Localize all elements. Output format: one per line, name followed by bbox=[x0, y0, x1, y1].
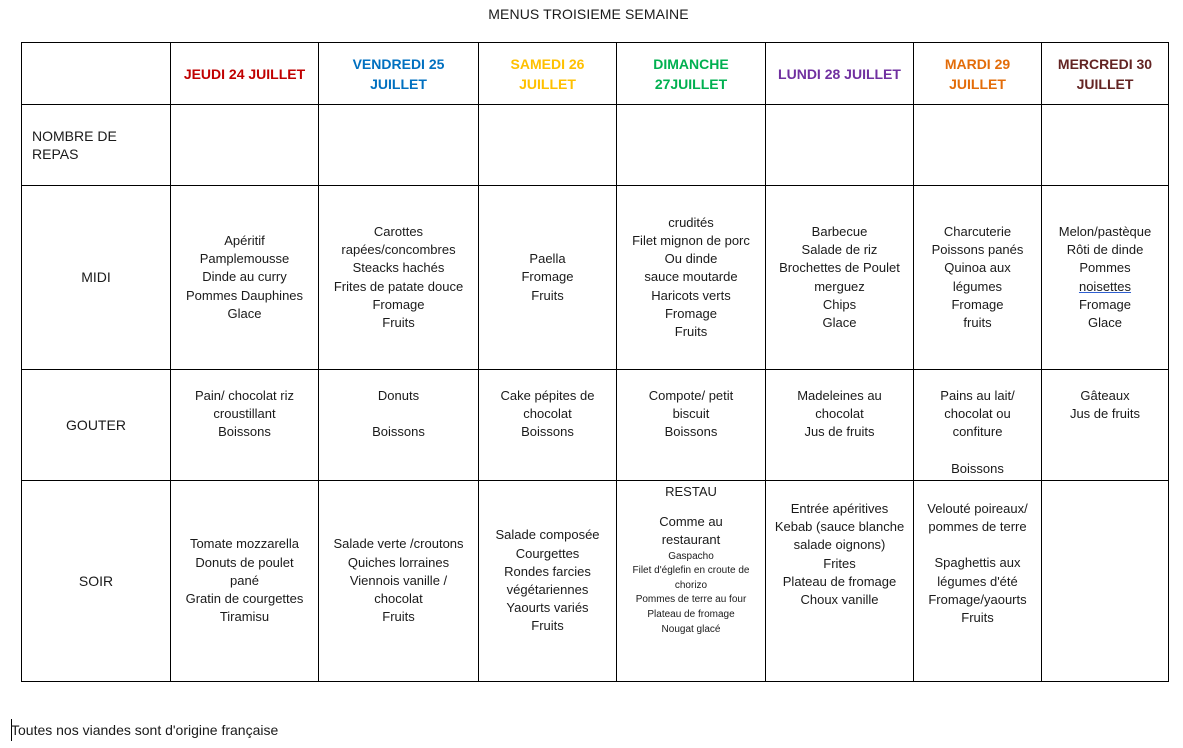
gouter-cell-jeudi bbox=[171, 370, 319, 481]
row-label-midi: MIDI bbox=[22, 186, 171, 370]
menu-line-small: Gaspacho bbox=[668, 550, 714, 562]
day-label: LUNDI 28 JUILLET bbox=[778, 65, 901, 82]
repas-cell[interactable] bbox=[479, 105, 617, 186]
day-header-dimanche bbox=[617, 43, 766, 105]
menu-line: pané bbox=[230, 572, 259, 588]
menu-line: Tiramisu bbox=[219, 609, 270, 625]
menu-line: Donuts de poulet bbox=[195, 554, 294, 570]
menu-line: Apéritif bbox=[224, 232, 265, 248]
day-header-lundi bbox=[766, 43, 914, 105]
menu-line: biscuit bbox=[672, 406, 710, 422]
menu-line: RESTAU bbox=[665, 484, 717, 499]
menu-line: Paella bbox=[529, 251, 566, 267]
soir-cell-mercredi bbox=[1042, 481, 1169, 682]
menu-line: Frites de patate douce bbox=[333, 278, 464, 294]
midi-cell-mardi bbox=[914, 186, 1042, 370]
repas-cell[interactable] bbox=[319, 105, 479, 186]
menu-line: végétariennes bbox=[506, 582, 589, 597]
menu-line: Melon/pastèque bbox=[1058, 223, 1152, 239]
gouter-cell-vendredi bbox=[319, 370, 479, 481]
menu-line: Pains au lait/ bbox=[940, 388, 1015, 403]
repas-cell[interactable] bbox=[617, 105, 766, 186]
midi-cell-vendredi bbox=[319, 186, 479, 370]
soir-cell-samedi bbox=[479, 481, 617, 682]
day-header-vendredi bbox=[319, 43, 479, 105]
day-label: JUILLET bbox=[949, 75, 1006, 92]
soir-cell-dimanche bbox=[617, 481, 766, 682]
menu-line: Entrée apéritives bbox=[790, 501, 889, 516]
menu-line: Quiches lorraines bbox=[347, 554, 450, 570]
gouter-cell-mardi bbox=[914, 370, 1042, 481]
menu-line: Pommes bbox=[1079, 260, 1131, 276]
menu-line: Rondes farcies bbox=[504, 563, 591, 579]
menu-line: salade oignons) bbox=[793, 537, 886, 553]
day-label: JUILLET bbox=[519, 75, 576, 92]
menu-line: Kebab (sauce blanche bbox=[774, 519, 905, 535]
gouter-cell-lundi bbox=[766, 370, 914, 481]
day-header-mardi bbox=[914, 43, 1042, 105]
menu-line: légumes d'été bbox=[937, 573, 1018, 589]
menu-line-small: Nougat glacé bbox=[661, 623, 721, 635]
day-header-samedi bbox=[479, 43, 617, 105]
day-label: MERCREDI 30 bbox=[1057, 55, 1153, 72]
menu-line: Poissons panés bbox=[931, 242, 1024, 258]
midi-cell-lundi bbox=[766, 186, 914, 370]
menu-line: Cake pépites de bbox=[500, 388, 595, 403]
row-label-soir: SOIR bbox=[22, 481, 171, 682]
menu-line: Fromage bbox=[1078, 296, 1132, 312]
soir-row bbox=[22, 481, 1169, 682]
menu-line: Brochettes de Poulet bbox=[779, 260, 900, 276]
day-label: JUILLET bbox=[370, 75, 427, 92]
row-label-repas: NOMBRE DE REPAS bbox=[22, 105, 171, 186]
menu-line: Fromage/yaourts bbox=[928, 591, 1027, 607]
menu-line: Steacks hachés bbox=[352, 260, 445, 276]
footer-note: Toutes nos viandes sont d'origine française bbox=[11, 722, 279, 738]
menu-line: Pain/ chocolat riz bbox=[195, 388, 294, 403]
menu-line: Fruits bbox=[382, 609, 415, 625]
menu-line: Fruits bbox=[674, 324, 708, 339]
menu-line: fruits bbox=[963, 314, 992, 330]
gouter-cell-mercredi bbox=[1042, 370, 1169, 481]
menu-line: Haricots verts bbox=[651, 287, 731, 303]
corner-cell bbox=[22, 43, 171, 105]
menu-line: Frites bbox=[823, 555, 856, 571]
menu-line: chocolat ou bbox=[944, 406, 1011, 422]
menu-line: légumes bbox=[952, 278, 1003, 294]
menu-line: Viennois vanille / bbox=[349, 572, 448, 588]
menu-line: Pamplemousse bbox=[199, 251, 290, 267]
header-row bbox=[22, 43, 1169, 105]
row-label-gouter: GOUTER bbox=[22, 370, 171, 481]
day-label: JUILLET bbox=[1076, 75, 1134, 92]
menu-line-small: Pommes de terre au four bbox=[635, 594, 747, 606]
menu-line: chocolat bbox=[374, 591, 423, 607]
menu-line: Dinde au curry bbox=[202, 269, 287, 285]
menu-line: Glace bbox=[227, 305, 262, 321]
day-label: MARDI 29 bbox=[944, 55, 1011, 72]
menu-line: Fruits bbox=[531, 618, 564, 634]
day-label: JEUDI 24 JUILLET bbox=[183, 65, 306, 82]
menu-line: Fromage bbox=[951, 296, 1004, 312]
gouter-cell-samedi bbox=[479, 370, 617, 481]
menu-line: restaurant bbox=[661, 532, 721, 548]
day-label: DIMANCHE bbox=[653, 55, 729, 72]
day-label: 27JUILLET bbox=[654, 75, 728, 92]
menu-line: Jus de fruits bbox=[1069, 406, 1141, 422]
repas-cell[interactable] bbox=[914, 105, 1042, 186]
soir-cell-lundi bbox=[766, 481, 914, 682]
menu-line: Courgettes bbox=[515, 545, 580, 561]
repas-cell[interactable] bbox=[766, 105, 914, 186]
menu-line: Barbecue bbox=[811, 223, 868, 239]
menu-line: sauce moutarde bbox=[644, 269, 738, 285]
menu-line: Boissons bbox=[951, 460, 1004, 476]
gouter-row bbox=[22, 370, 1169, 481]
menu-line-small: chorizo bbox=[674, 579, 708, 591]
menu-line: Choux vanille bbox=[800, 592, 879, 608]
menu-line: Quinoa aux bbox=[944, 260, 1011, 276]
menu-line: Boissons bbox=[521, 424, 574, 440]
menu-line: Gratin de courgettes bbox=[185, 591, 304, 607]
menu-line: rapées/concombres bbox=[341, 242, 456, 258]
menu-line: Filet mignon de porc bbox=[632, 232, 750, 248]
soir-cell-vendredi bbox=[319, 481, 479, 682]
repas-cell[interactable] bbox=[1042, 105, 1169, 186]
menu-line: pommes de terre bbox=[928, 519, 1027, 535]
menu-line: Ou dinde bbox=[664, 251, 718, 267]
menu-line: Salade verte /croutons bbox=[333, 536, 464, 552]
midi-row bbox=[22, 186, 1169, 370]
soir-cell-mardi bbox=[914, 481, 1042, 682]
menu-line: Fromage bbox=[521, 269, 574, 285]
menu-line: Plateau de fromage bbox=[782, 573, 897, 589]
menu-line: chocolat bbox=[523, 406, 572, 422]
menu-line: Carottes bbox=[373, 223, 424, 239]
menu-line: Salade composée bbox=[495, 527, 600, 543]
repas-cell[interactable] bbox=[171, 105, 319, 186]
menu-line: Fruits bbox=[961, 610, 994, 626]
menu-line: Pommes Dauphines bbox=[185, 287, 304, 303]
day-header-jeudi bbox=[171, 43, 319, 105]
menu-line: croustillant bbox=[213, 406, 276, 422]
menu-line: noisettes bbox=[1078, 278, 1132, 294]
menu-line: Boissons bbox=[218, 424, 271, 440]
menu-line: Fruits bbox=[531, 287, 564, 303]
menu-line: Gâteaux bbox=[1080, 388, 1130, 403]
soir-cell-jeudi bbox=[171, 481, 319, 682]
menu-line: Boissons bbox=[664, 424, 718, 440]
menu-line: Comme au bbox=[659, 514, 723, 530]
midi-cell-jeudi bbox=[171, 186, 319, 370]
menu-line: Velouté poireaux/ bbox=[927, 501, 1028, 516]
menu-line: Glace bbox=[1088, 314, 1122, 330]
repas-row bbox=[22, 105, 1169, 186]
menu-line: Spaghettis aux bbox=[934, 555, 1021, 571]
menu-line: Madeleines au bbox=[797, 388, 882, 403]
menu-line: merguez bbox=[814, 278, 865, 294]
page-title: MENUS TROISIEME SEMAINE bbox=[488, 6, 689, 22]
menu-line: Fromage bbox=[372, 296, 425, 312]
menu-line: Yaourts variés bbox=[506, 600, 589, 616]
menu-line: Glace bbox=[822, 314, 857, 330]
menu-line: Fromage bbox=[664, 305, 718, 321]
menu-line: Boissons bbox=[372, 424, 425, 440]
menu-table bbox=[21, 42, 1169, 682]
menu-line: Donuts bbox=[377, 388, 420, 403]
menu-line: confiture bbox=[952, 424, 1003, 440]
midi-cell-dimanche bbox=[617, 186, 766, 370]
menu-line: Tomate mozzarella bbox=[189, 536, 300, 552]
day-label: VENDREDI 25 bbox=[352, 55, 445, 72]
menu-line: Chips bbox=[822, 296, 857, 312]
menu-line: Salade de riz bbox=[801, 242, 878, 258]
menu-line: Jus de fruits bbox=[804, 424, 875, 440]
menu-line: Compote/ petit bbox=[648, 388, 734, 403]
day-label: SAMEDI 26 bbox=[510, 55, 585, 72]
midi-cell-samedi bbox=[479, 186, 617, 370]
menu-line: crudités bbox=[668, 214, 714, 230]
day-header-mercredi bbox=[1042, 43, 1169, 105]
menu-line: Charcuterie bbox=[943, 223, 1012, 239]
gouter-cell-dimanche bbox=[617, 370, 766, 481]
menu-line-small: Plateau de fromage bbox=[647, 608, 735, 620]
menu-line: Rôti de dinde bbox=[1066, 242, 1144, 258]
menu-line: chocolat bbox=[815, 406, 864, 422]
menu-line: Fruits bbox=[382, 314, 415, 330]
midi-cell-mercredi bbox=[1042, 186, 1169, 370]
menu-line-small: Filet d'églefin en croute de bbox=[632, 565, 750, 577]
